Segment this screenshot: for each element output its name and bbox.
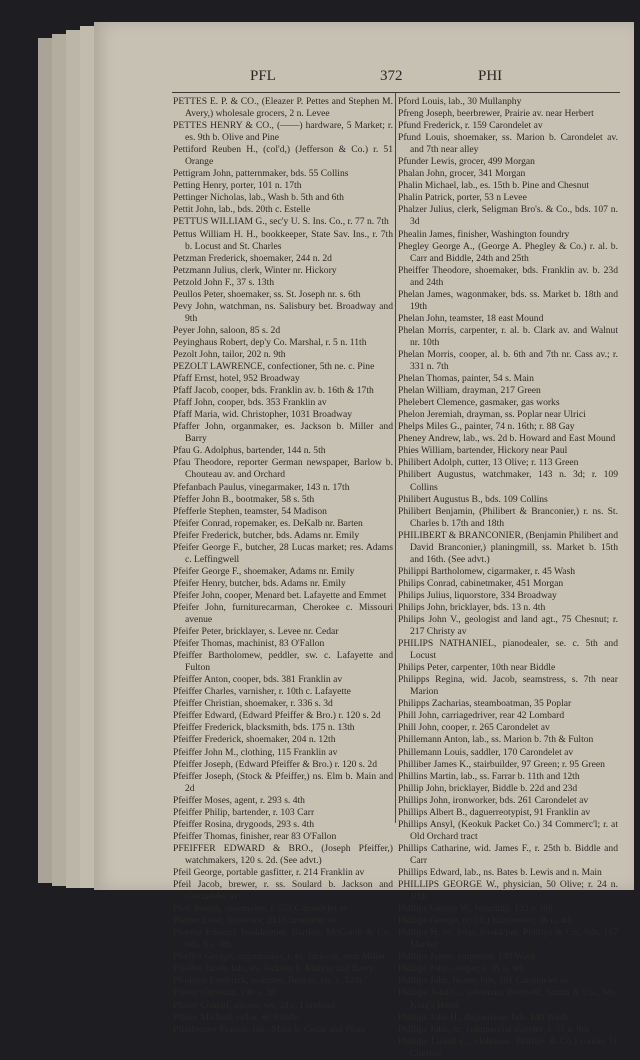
directory-entry: Pfeiffer Rosina, drygoods, 293 s. 4th	[173, 818, 315, 830]
directory-entry: Phillips Lionel C., (Johnson, Phillips & Co.) rooms 31 Chesnut	[398, 1035, 618, 1059]
left-column	[173, 96, 393, 1036]
directory-entry: Philippi Bartholomew, cigarmaker, r. 45 Wash	[398, 565, 576, 577]
directory-entry: Pfau G. Adolphus, bartender, 144 n. 5th	[173, 445, 326, 457]
directory-entry: Pfefanbach Paulus, vinegarmaker, 143 n. 17th	[173, 481, 350, 493]
directory-entry: Pezolt John, tailor, 202 n. 9th	[173, 348, 286, 360]
directory-entry: Phillips George W., boarding, 132 n. 6th	[398, 903, 553, 915]
directory-entry: Pfeiffer Anton, cooper, bds. 381 Franklin av	[173, 674, 343, 686]
directory-entry: Phillips John H., daguerrean, bds. 149 Wash	[398, 1011, 568, 1023]
directory-entry: Philliber James K., stairbuilder, 97 Green; r. 95 Green	[398, 758, 605, 770]
directory-entry: Pfeiffer Thomas, finisher, rear 83 O'Fallon	[173, 830, 337, 842]
directory-entry: Pfister Christian, 190 s. 2d	[173, 987, 276, 999]
directory-entry: Pfeifer John, cooper, Menard bet. Lafayette and Emmet	[173, 589, 387, 601]
directory-entry: Phillips John, cooper, r. 35 n. 9th	[398, 963, 525, 975]
directory-entry: Pevy John, watchman, ns. Salisbury bet. Broadway and 9th	[173, 300, 393, 324]
directory-entry: PHILLIPS GEORGE W., physician, 50 Olive; r. 24 n. 10th	[398, 879, 618, 903]
directory-entry: Philipps Zacharias, steamboatman, 35 Poplar	[398, 698, 572, 710]
directory-entry: Phillemann Anton, lab., ss. Marion b. 7th & Fulton	[398, 734, 594, 746]
directory-entry: Philips Julius, liquorstore, 334 Broadway	[398, 589, 557, 601]
page-number: 372	[380, 68, 403, 84]
directory-entry: Pfieffer George, organmaker, r. es. Jackson, near Miller	[173, 951, 386, 963]
directory-entry: Pfeiffer Bartholomew, peddler, sw. c. Lafayette and Fulton	[173, 650, 393, 674]
directory-entry: Pfefferle Stephen, teamster, 54 Madison	[173, 505, 327, 517]
directory-entry: Pfeifer Henry, butcher, bds. Adams nr. Emily	[173, 577, 346, 589]
directory-entry: Phelps Miles G., painter, 74 n. 16th; r. 88 Gay	[398, 421, 575, 433]
column-divider	[395, 93, 396, 823]
directory-entry: Pettigram John, patternmaker, bds. 55 Collins	[173, 168, 349, 180]
directory-entry: Pfieffer Jacob, lab., es. Jackson b. Marion and Barry	[173, 963, 374, 975]
directory-entry: Pfaff Jacob, cooper, bds. Franklin av. b. 16th & 17th	[173, 385, 374, 397]
directory-entry: Phalin Patrick, porter, 53 n Levee	[398, 192, 527, 204]
directory-entry: Pfinkson Frederick, teamster, Benton, sw. c. 12th	[173, 975, 362, 987]
directory-entry: Pettus William H. H., bookkeeper, State Sav. Ins., r. 7th b. Locust and St. Charles	[173, 228, 393, 252]
directory-entry: Pfister Conrad, saloon, ws. 2d c. Lombard	[173, 999, 336, 1011]
directory-entry: Pfeifer Frederick, butcher, bds. Adams nr. Emily	[173, 529, 360, 541]
directory-entry: Pfund Frederick, r. 159 Carondelet av	[398, 120, 543, 132]
directory-entry: Pfeifer Conrad, ropemaker, es. DeKalb nr. Barten	[173, 517, 363, 529]
header-rule	[172, 92, 620, 93]
directory-entry: Philips John V., geologist and land agt., 75 Chesnut; r. 217 Christy av	[398, 614, 618, 638]
directory-entry: Pfeiffer Philip, bartender, r. 103 Carr	[173, 806, 315, 818]
directory-entry: Peyer John, saloon, 85 s. 2d	[173, 324, 281, 336]
directory-entry: Pfleihenger Francis, lab., Main b. Cedar and Plum	[173, 1023, 366, 1035]
directory-entry: Phillips Albert B., daguerreotypist, 91 Franklin av	[398, 806, 591, 818]
directory-entry: PETTES HENRY & CO., (——) hardware, 5 Market; r. es. 9th b. Olive and Pine	[173, 120, 393, 144]
directory-entry: Peyinghaus Robert, dep'y Co. Marshal, r. 5 n. 11th	[173, 336, 367, 348]
directory-entry: Phillips Ansyl, (Keokuk Packet Co.) 34 Commerc'l; r. at Old Orchard tract	[398, 818, 618, 842]
directory-entry: PFEIFFER EDWARD & BRO., (Joseph Pfeiffer,) watchmakers, 120 s. 2d. (See advt.)	[173, 842, 393, 866]
directory-entry: Phealin James, finisher, Washington foundry	[398, 228, 570, 240]
directory-entry: Pfeifer John, furniturecarman, Cherokee c. Missouri avenue	[173, 601, 393, 626]
directory-entry: Pford Louis, lab., 30 Mullanphy	[398, 96, 522, 107]
directory-entry: Phelan John, teamster, 18 east Mound	[398, 312, 544, 324]
directory-entry: Pfaff Maria, wid. Christopher, 1031 Broadway	[173, 409, 353, 421]
directory-entry: Pfreng Joseph, beerbrewer, Prairie av. near Herbert	[398, 108, 594, 120]
directory-entry: Phelan Thomas, painter, 54 s. Main	[398, 373, 534, 385]
directory-entry: PETTUS WILLIAM G., sec'y U. S. Ins. Co., r. 77 n. 7th	[173, 216, 389, 228]
directory-entry: Pfau Theodore, reporter German newspaper, Barlow b. Chouteau av. and Orchard	[173, 457, 393, 481]
directory-entry: Philibert Adolph, cutter, 13 Olive; r. 113 Green	[398, 457, 579, 469]
directory-entry: Peullos Peter, shoemaker, ss. St. Joseph nr. s. 6th	[173, 288, 361, 300]
directory-entry: Phelan William, drayman, 217 Green	[398, 385, 541, 397]
directory-entry: Phill John, cooper, r. 265 Carondelet av	[398, 722, 550, 734]
directory-entry: Phalin Michael, lab., es. 15th b. Pine and Chesnut	[398, 180, 590, 192]
directory-entry: Pfeil George, portable gasfitter, r. 214 Franklin av	[173, 867, 365, 878]
directory-entry: Pfeffer John B., bootmaker, 58 s. 5th	[173, 493, 315, 505]
directory-entry: Pfunder Lewis, grocer, 499 Morgan	[398, 156, 535, 168]
directory-entry: Phillips John, ironworker, bds. 261 Carondelet av	[398, 794, 589, 806]
directory-entry: Petzmann Julius, clerk, Winter nr. Hickory	[173, 264, 337, 276]
directory-entry: Phegley George A., (George A. Phegley & Co.) r. al. b. Carr and Biddle, 24th and 25th	[398, 240, 618, 264]
directory-entry: Petzold John F., 37 s. 13th	[173, 276, 275, 288]
directory-entry: Phillips Edward, lab., ns. Bates b. Lewis and n. Main	[398, 867, 602, 878]
page-header	[172, 68, 620, 90]
directory-entry: Pfaff John, cooper, bds. 353 Franklin av	[173, 397, 327, 409]
directory-entry: Pettinger Nicholas, lab., Wash b. 5th and 6th	[173, 192, 344, 204]
directory-entry: PETTES E. P. & CO., (Eleazer P. Pettes and Stephen M. Avery,) wholesale grocers, 2 n. Levee	[173, 96, 393, 120]
directory-entry: Pfeiffer Christian, shoemaker, r. 336 s. 3d	[173, 698, 333, 710]
directory-entry: Philibert Augustus B., bds. 109 Collins	[398, 493, 548, 505]
directory-entry: Pfeiffer Edward, (Edward Pfeiffer & Bro.) r. 120 s. 2d	[173, 710, 381, 722]
directory-entry: PHILIPS NATHANIEL, pianodealer, se. c. 5th and Locust	[398, 638, 618, 662]
directory-entry: Phillips John, Jr., commercial traveler, r. 35 n. 9th	[398, 1023, 589, 1035]
directory-entry: Pfershe Edward, bookkeeper, Bartlett, McComb & Co., bds. 6 s. 4th	[173, 927, 393, 951]
directory-entry: Pfeifer Thomas, machinist, 83 O'Fallon	[173, 638, 325, 650]
directory-entry: Phillins Martin, lab., ss. Farrar b. 11th and 12th	[398, 770, 580, 782]
directory-entry: Petting Henry, porter, 101 n. 17th	[173, 180, 302, 192]
directory-entry: Pfeiffer Frederick, blacksmith, bds. 175 n. 13th	[173, 722, 355, 734]
directory-entry: Phalan John, grocer, 341 Morgan	[398, 168, 526, 180]
directory-entry: Phillemann Louis, saddler, 170 Carondelet av	[398, 746, 574, 758]
directory-entry: Philips Conrad, cabinetmaker, 451 Morgan	[398, 577, 564, 589]
directory-entry: Phies William, bartender, Hickory near Paul	[398, 445, 568, 457]
directory-entry: Phill John, carriagedriver, rear 42 Lombard	[398, 710, 565, 722]
directory-entry: Pfeifer Peter, bricklayer, s. Levee nr. Cedar	[173, 626, 339, 638]
directory-entry: Pfister Michael, tailor, 60 Biddle	[173, 1011, 299, 1023]
directory-entry: Pheney Andrew, lab., ws. 2d b. Howard and East Mound	[398, 433, 616, 445]
directory-entry: Philips John, bricklayer, bds. 13 n. 4th	[398, 601, 546, 613]
directory-entry: Phillips John C., salesman, Berthold, Smith & Co., bds. King's Hotel	[398, 987, 618, 1011]
directory-entry: Pfaff Ernst, hotel, 952 Broadway	[173, 373, 300, 385]
directory-entry: Pettit John, lab., bds. 20th c. Estelle	[173, 204, 311, 216]
directory-entry: Phelan James, wagonmaker, bds. ss. Market b. 18th and 19th	[398, 288, 618, 312]
right-column	[398, 96, 618, 1060]
directory-entry: Philibert Augustus, watchmaker, 143 n. 3d; r. 109 Collins	[398, 469, 618, 493]
directory-entry: Pettiford Reuben H., (col'd,) (Jefferson & Co.) r. 51 Orange	[173, 144, 393, 168]
directory-entry: Pfeifer George F., shoemaker, Adams nr. Emily	[173, 565, 355, 577]
left-guide-word: PFL	[250, 68, 276, 84]
directory-entry: PHILIBERT & BRANCONIER, (Benjamin Philibert and David Branconier,) planingmill, ss. Market b. 15th and 16th. (See advt.)	[398, 529, 618, 565]
directory-entry: Pfeiffer Charles, varnisher, r. 10th c. Lafayette	[173, 686, 351, 698]
directory-entry: Philipps Regina, wid. Jacob, seamstress, s. 7th near Marion	[398, 674, 618, 698]
directory-entry: Pheiffer Theodore, shoemaker, bds. Franklin av. b. 23d and 24th	[398, 264, 618, 288]
directory-entry: Pfaffer John, organmaker, es. Jackson b. Miller and Barry	[173, 421, 393, 445]
directory-entry: Phelebert Clemence, gasmaker, gas works	[398, 397, 560, 409]
directory-entry: Pfeil Jacob, brewer, r. ss. Soulard b. Jackson and Carondelet av	[173, 879, 393, 903]
directory-entry: Pfeiffer Moses, agent, r. 293 s. 4th	[173, 794, 305, 806]
directory-entry: Phelan Morris, carpenter, r. al. b. Clark av. and Walnut nr. 10th	[398, 324, 618, 348]
directory-entry: Phalzer Julius, clerk, Seligman Bro's. & Co., bds. 107 n. 3d	[398, 204, 618, 228]
directory-entry: Phillip John, bricklayer, Biddle b. 22d and 23d	[398, 782, 578, 794]
directory-entry: Pfeiffer Joseph, (Edward Pfeiffer & Bro.) r. 120 s. 2d	[173, 758, 378, 770]
directory-entry: Pfeiffer Joseph, (Stock & Pfeiffer,) ns. Elm b. Main and 2d	[173, 770, 393, 794]
directory-entry: PEZOLT LAWRENCE, confectioner, 5th ne. c. Pine	[173, 361, 375, 373]
directory-entry: Pferfer Leon, fruitstore, 243 Carondelet av	[173, 915, 337, 927]
directory-entry: Petzman Frederick, shoemaker, 244 n. 2d	[173, 252, 332, 264]
directory-entry: Phillips George, (col'd,) hairdresser, 36 n. 4th	[398, 915, 573, 927]
directory-entry: Phillips Catharine, wid. James F., r. 25th b. Biddle and Carr	[398, 842, 618, 866]
directory-entry: Pfeiffer John M., clothing, 115 Franklin av	[173, 746, 338, 758]
directory-entry: Pfeifer George F., butcher, 28 Lucas market; res. Adams c. Leffingwell	[173, 541, 393, 565]
directory-entry: Phillips John, heater, bds. 261 Carondelet av	[398, 975, 569, 987]
directory-entry: Pfeil Joseph, shoemaker, r. 351 Carondelet av	[173, 903, 349, 915]
directory-entry: Pfeiffer Frederick, shoemaker, 204 n. 12th	[173, 734, 336, 746]
directory-entry: Philips Peter, carpenter, 10th near Biddle	[398, 662, 556, 674]
directory-entry: Phelan Morris, cooper, al. b. 6th and 7th nr. Cass av.; r. 331 n. 7th	[398, 348, 618, 373]
directory-entry: Phillips H. St. John, bookk'per, Phillips & Co., bds. 167 Market	[398, 927, 618, 951]
right-guide-word: PHI	[478, 68, 503, 84]
directory-entry: Phelon Jeremiah, drayman, ss. Poplar near Ulrici	[398, 409, 586, 421]
directory-entry: Philibert Benjamin, (Philibert & Branconier,) r. ns. St. Charles b. 17th and 18th	[398, 505, 618, 529]
directory-entry: Pfund Louis, shoemaker, ss. Marion b. Carondelet av. and 7th near alley	[398, 132, 618, 156]
directory-entry: Phillips James, carpenter, 149 Wash	[398, 951, 536, 963]
